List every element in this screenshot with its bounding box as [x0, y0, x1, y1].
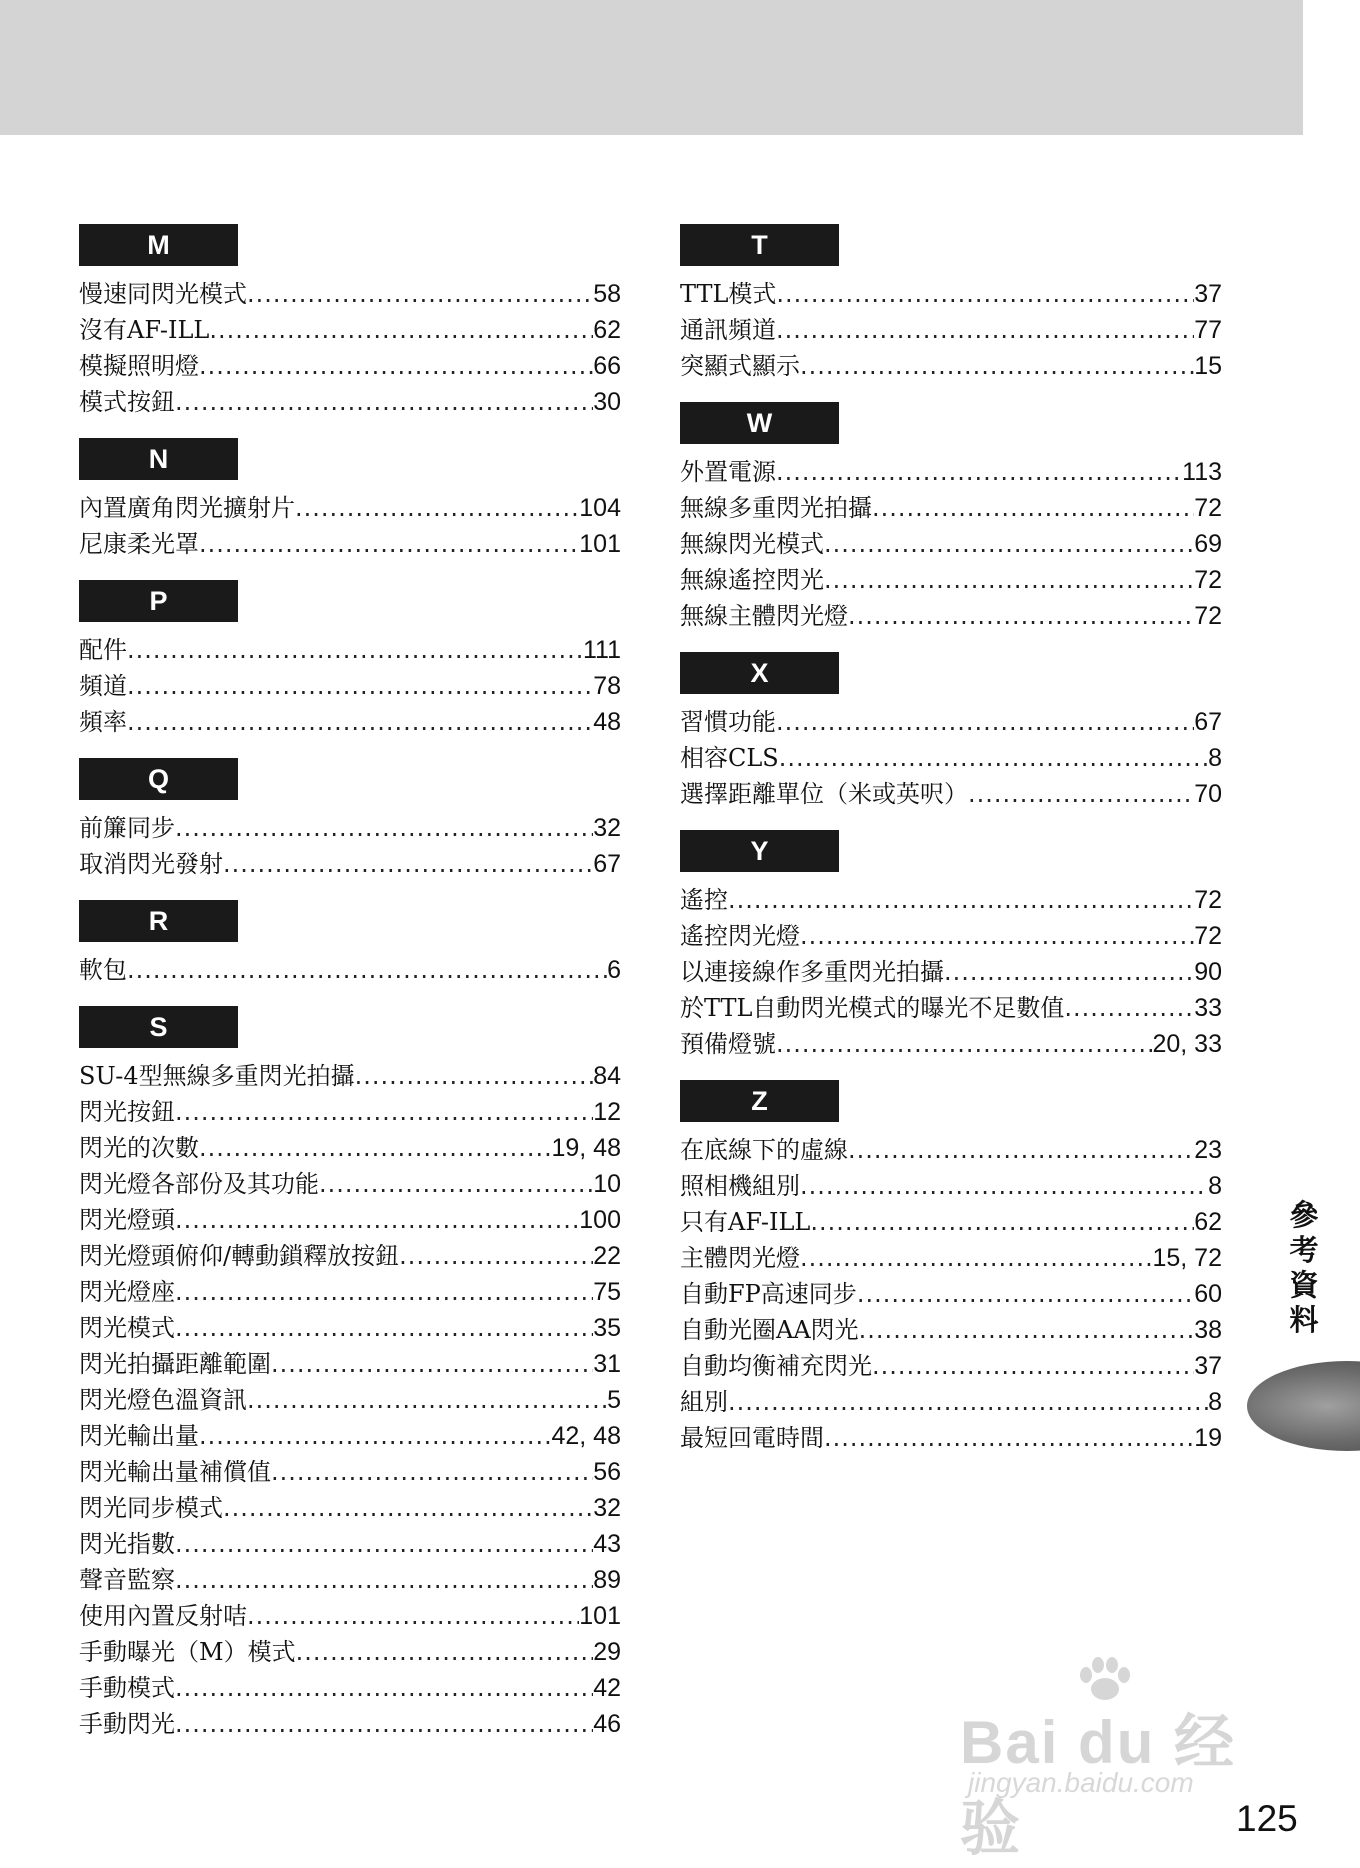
index-entry-page: 70	[1194, 780, 1222, 808]
dot-leader	[810, 1204, 1194, 1240]
index-entry	[680, 1204, 1222, 1240]
dot-leader	[800, 918, 1194, 954]
index-entry-page: 35	[593, 1314, 621, 1342]
index-entry-term: 閃光指數	[79, 1530, 175, 1558]
section-tab-char: 考	[1289, 1233, 1319, 1267]
index-entry-term: 習慣功能	[680, 708, 776, 736]
page-number: 125	[1236, 1798, 1298, 1839]
index-entry-term: 閃光輸出量補償值	[79, 1458, 271, 1486]
index-entry-page: 8	[1208, 1388, 1222, 1416]
index-entry-term: 手動閃光	[79, 1710, 175, 1738]
section-letter-heading: X	[680, 652, 839, 694]
index-entry	[79, 632, 621, 668]
dot-leader	[127, 668, 593, 704]
index-entry-page: 43	[593, 1530, 621, 1558]
index-entry	[79, 704, 621, 740]
dot-leader	[776, 454, 1182, 490]
index-entry-page: 56	[593, 1458, 621, 1486]
dot-leader	[872, 490, 1194, 526]
index-entry-page: 10	[593, 1170, 621, 1198]
index-entry	[680, 454, 1222, 490]
dot-leader	[944, 954, 1194, 990]
section-letter-heading: N	[79, 438, 238, 480]
index-entry-page: 72	[1194, 566, 1222, 594]
index-entry	[680, 1420, 1222, 1456]
index-entry	[79, 312, 621, 348]
index-entry-page: 30	[593, 388, 621, 416]
dot-leader	[199, 526, 579, 562]
index-entry	[79, 276, 621, 312]
dot-leader	[271, 1454, 593, 1490]
index-section	[680, 224, 1222, 384]
index-entry-term: 以連接線作多重閃光拍攝	[680, 958, 944, 986]
index-entry-page: 104	[579, 494, 621, 522]
dot-leader	[968, 776, 1194, 812]
dot-leader	[247, 1382, 607, 1418]
index-entry-page: 46	[593, 1710, 621, 1738]
index-section	[680, 652, 1222, 812]
dot-leader	[223, 846, 593, 882]
index-entry	[680, 1240, 1222, 1276]
index-entry	[79, 1454, 621, 1490]
index-entry-term: 無線多重閃光拍攝	[680, 494, 872, 522]
dot-leader	[247, 276, 593, 312]
dot-leader	[199, 1418, 551, 1454]
index-entry-term: TTL模式	[680, 280, 777, 308]
index-entry-page: 19, 48	[551, 1134, 621, 1162]
dot-leader	[175, 1274, 593, 1310]
index-entry-term: 只有AF-ILL	[680, 1208, 811, 1236]
index-entry	[79, 1202, 621, 1238]
index-entry-page: 66	[593, 352, 621, 380]
index-entry	[680, 882, 1222, 918]
index-entry	[680, 704, 1222, 740]
dot-leader	[800, 1240, 1152, 1276]
index-entry-page: 58	[593, 280, 621, 308]
index-entry	[680, 1276, 1222, 1312]
section-letter-heading: P	[79, 580, 238, 622]
dot-leader	[127, 704, 593, 740]
index-entry-term: 在底線下的虛線	[680, 1136, 848, 1164]
index-entry-term: 遙控	[680, 886, 728, 914]
section-tab-label	[1284, 1198, 1324, 1338]
index-entry-term: 閃光的次數	[79, 1134, 199, 1162]
dot-leader	[175, 1526, 593, 1562]
index-entry-term: 尼康柔光罩	[79, 530, 199, 558]
index-entry-term: 閃光燈色溫資訊	[79, 1386, 247, 1414]
index-entry	[680, 490, 1222, 526]
index-entry	[680, 1312, 1222, 1348]
section-letter-heading: W	[680, 402, 839, 444]
index-entry-term: 自動光圈AA閃光	[680, 1316, 859, 1344]
index-entry-page: 69	[1194, 530, 1222, 558]
dot-leader	[776, 1026, 1152, 1062]
dot-leader	[1064, 990, 1194, 1026]
index-entry-term: 閃光拍攝距離範圍	[79, 1350, 271, 1378]
index-entry	[79, 384, 621, 420]
dot-leader	[296, 1634, 594, 1670]
index-entry	[680, 990, 1222, 1026]
index-entry-page: 89	[593, 1566, 621, 1594]
index-entry-term: 突顯式顯示	[680, 352, 800, 380]
index-entry-term: 組別	[680, 1388, 728, 1416]
index-section	[79, 900, 621, 988]
index-entry-page: 33	[1194, 994, 1222, 1022]
section-letter-heading: T	[680, 224, 839, 266]
dot-leader	[223, 1490, 593, 1526]
dot-leader	[175, 1562, 593, 1598]
index-entry-term: 手動曝光（M）模式	[79, 1638, 296, 1666]
dot-leader	[776, 704, 1194, 740]
index-entry-page: 15, 72	[1152, 1244, 1222, 1272]
section-tab-char: 參	[1289, 1198, 1319, 1232]
index-entry	[680, 598, 1222, 634]
section-letter-heading: Q	[79, 758, 238, 800]
dot-leader	[199, 1130, 551, 1166]
index-entry	[680, 1384, 1222, 1420]
index-entry	[79, 1418, 621, 1454]
index-entry	[79, 1346, 621, 1382]
index-entry-page: 101	[579, 530, 621, 558]
index-entry-page: 8	[1208, 1172, 1222, 1200]
dot-leader	[319, 1166, 593, 1202]
index-entry-term: 於TTL自動閃光模式的曝光不足數值	[680, 994, 1065, 1022]
index-column-left	[79, 224, 621, 1760]
index-entry-page: 19	[1194, 1424, 1222, 1452]
index-entry-term: 頻道	[79, 672, 127, 700]
index-entry-term: 慢速同閃光模式	[79, 280, 247, 308]
index-entry-term: 配件	[79, 636, 127, 664]
index-entry-term: 模擬照明燈	[79, 352, 199, 380]
index-entry-term: 內置廣角閃光擴射片	[79, 494, 295, 522]
index-entry-page: 72	[1194, 886, 1222, 914]
dot-leader	[199, 348, 593, 384]
index-entry	[680, 1026, 1222, 1062]
index-entry-term: 選擇距離單位（米或英呎）	[680, 780, 968, 808]
index-entry	[79, 1598, 621, 1634]
index-entry-term: 外置電源	[680, 458, 776, 486]
dot-leader	[175, 1706, 593, 1742]
index-entry-term: 無線閃光模式	[680, 530, 824, 558]
index-entry	[680, 1168, 1222, 1204]
section-letter-heading: S	[79, 1006, 238, 1048]
dot-leader	[872, 1348, 1194, 1384]
dot-leader	[399, 1238, 593, 1274]
dot-leader	[848, 1132, 1194, 1168]
index-entry-page: 42	[593, 1674, 621, 1702]
dot-leader	[824, 526, 1194, 562]
dot-leader	[355, 1058, 594, 1094]
index-section	[79, 758, 621, 882]
index-entry	[79, 1526, 621, 1562]
index-entry-term: 模式按鈕	[79, 388, 175, 416]
dot-leader	[247, 1598, 579, 1634]
index-entry-page: 5	[607, 1386, 621, 1414]
index-entry	[79, 952, 621, 988]
index-entry-page: 31	[593, 1350, 621, 1378]
watermark-url: jingyan.baidu.com	[968, 1767, 1194, 1798]
index-entry-page: 29	[593, 1638, 621, 1666]
index-entry	[79, 846, 621, 882]
index-entry-page: 75	[593, 1278, 621, 1306]
section-tab-marker	[1247, 1361, 1360, 1451]
index-entry	[680, 348, 1222, 384]
index-entry-page: 60	[1194, 1280, 1222, 1308]
index-entry-term: 閃光同步模式	[79, 1494, 223, 1522]
index-entry	[680, 1132, 1222, 1168]
index-entry-term: 預備燈號	[680, 1030, 776, 1058]
index-entry-page: 22	[593, 1242, 621, 1270]
index-entry-page: 84	[593, 1062, 621, 1090]
index-entry-page: 48	[593, 708, 621, 736]
dot-leader	[779, 740, 1208, 776]
dot-leader	[776, 312, 1194, 348]
index-entry-page: 78	[593, 672, 621, 700]
index-entry-term: 最短回電時間	[680, 1424, 824, 1452]
index-entry	[79, 1670, 621, 1706]
index-entry-page: 72	[1194, 602, 1222, 630]
dot-leader	[127, 952, 607, 988]
index-section	[79, 438, 621, 562]
index-entry	[79, 1310, 621, 1346]
index-entry-term: 閃光燈各部份及其功能	[79, 1170, 319, 1198]
dot-leader	[824, 1420, 1194, 1456]
dot-leader	[175, 810, 593, 846]
index-entry-term: 使用內置反射咭	[79, 1602, 247, 1630]
index-entry-term: 聲音監察	[79, 1566, 175, 1594]
index-entry-term: 沒有AF-ILL	[79, 316, 210, 344]
index-entry	[79, 490, 621, 526]
index-entry	[79, 1238, 621, 1274]
index-entry-term: 自動均衡補充閃光	[680, 1352, 872, 1380]
index-entry-page: 67	[593, 850, 621, 878]
index-section	[79, 224, 621, 420]
index-entry-page: 72	[1194, 494, 1222, 522]
index-entry-term: 取消閃光發射	[79, 850, 223, 878]
index-column-right	[680, 224, 1222, 1474]
index-entry-term: 軟包	[79, 956, 127, 984]
index-entry-term: SU-4型無線多重閃光拍攝	[79, 1062, 355, 1090]
index-section	[680, 1080, 1222, 1456]
index-entry-page: 67	[1194, 708, 1222, 736]
index-entry-page: 42, 48	[551, 1422, 621, 1450]
index-entry-page: 77	[1194, 316, 1222, 344]
index-entry-page: 100	[579, 1206, 621, 1234]
section-tab-char: 資	[1289, 1268, 1319, 1302]
index-entry	[680, 562, 1222, 598]
index-entry-term: 手動模式	[79, 1674, 175, 1702]
dot-leader	[824, 562, 1194, 598]
section-letter-heading: M	[79, 224, 238, 266]
dot-leader	[800, 348, 1194, 384]
index-entry	[79, 668, 621, 704]
dot-leader	[859, 1312, 1195, 1348]
index-entry-page: 6	[607, 956, 621, 984]
index-entry-term: 照相機組別	[680, 1172, 800, 1200]
section-letter-heading: R	[79, 900, 238, 942]
index-entry-page: 62	[593, 316, 621, 344]
watermark-main: Bai du 经验	[960, 1709, 1237, 1862]
index-entry	[79, 810, 621, 846]
dot-leader	[209, 312, 593, 348]
index-entry-term: 閃光輸出量	[79, 1422, 199, 1450]
section-tab-char: 料	[1289, 1303, 1319, 1337]
index-entry	[79, 1130, 621, 1166]
index-entry-term: 無線遙控閃光	[680, 566, 824, 594]
dot-leader	[295, 490, 579, 526]
index-entry-page: 62	[1194, 1208, 1222, 1236]
index-entry-page: 37	[1194, 1352, 1222, 1380]
index-section	[680, 402, 1222, 634]
index-entry	[680, 954, 1222, 990]
index-entry-page: 113	[1182, 458, 1222, 486]
index-entry	[79, 1706, 621, 1742]
index-entry	[680, 276, 1222, 312]
dot-leader	[175, 1202, 579, 1238]
index-entry-page: 38	[1194, 1316, 1222, 1344]
index-entry	[79, 1562, 621, 1598]
dot-leader	[800, 1168, 1208, 1204]
index-entry-page: 32	[593, 814, 621, 842]
index-entry-term: 通訊頻道	[680, 316, 776, 344]
index-entry	[680, 776, 1222, 812]
index-entry-term: 閃光燈座	[79, 1278, 175, 1306]
index-entry	[79, 1634, 621, 1670]
index-entry-page: 23	[1194, 1136, 1222, 1164]
dot-leader	[175, 1094, 593, 1130]
index-entry	[680, 740, 1222, 776]
section-letter-heading: Y	[680, 830, 839, 872]
index-entry-page: 8	[1208, 744, 1222, 772]
header-band	[0, 0, 1303, 135]
index-entry-term: 閃光燈頭	[79, 1206, 175, 1234]
index-entry-page: 20, 33	[1152, 1030, 1222, 1058]
index-entry	[79, 1058, 621, 1094]
dot-leader	[271, 1346, 593, 1382]
dot-leader	[127, 632, 583, 668]
index-entry-term: 遙控閃光燈	[680, 922, 800, 950]
dot-leader	[776, 276, 1194, 312]
index-entry-term: 相容CLS	[680, 744, 779, 772]
index-entry-page: 72	[1194, 922, 1222, 950]
index-entry	[680, 918, 1222, 954]
index-entry-term: 主體閃光燈	[680, 1244, 800, 1272]
index-entry	[680, 1348, 1222, 1384]
index-entry	[79, 526, 621, 562]
index-entry	[79, 1382, 621, 1418]
index-entry-page: 101	[579, 1602, 621, 1630]
index-entry	[79, 1094, 621, 1130]
dot-leader	[857, 1276, 1194, 1312]
index-entry	[680, 526, 1222, 562]
dot-leader	[175, 1310, 593, 1346]
index-entry-page: 32	[593, 1494, 621, 1522]
index-entry-page: 111	[582, 636, 621, 664]
index-entry-term: 閃光模式	[79, 1314, 175, 1342]
index-entry-term: 頻率	[79, 708, 127, 736]
index-entry-term: 自動FP高速同步	[680, 1280, 857, 1308]
index-entry	[79, 1274, 621, 1310]
index-entry	[79, 1166, 621, 1202]
index-entry	[680, 312, 1222, 348]
index-entry	[79, 348, 621, 384]
index-entry-term: 前簾同步	[79, 814, 175, 842]
dot-leader	[728, 1384, 1208, 1420]
index-entry-page: 12	[593, 1098, 621, 1126]
index-entry-term: 閃光燈頭俯仰/轉動鎖釋放按鈕	[79, 1242, 400, 1270]
section-letter-heading: Z	[680, 1080, 839, 1122]
index-entry-page: 90	[1194, 958, 1222, 986]
index-section	[680, 830, 1222, 1062]
dot-leader	[848, 598, 1194, 634]
index-section	[79, 1006, 621, 1742]
index-entry	[79, 1490, 621, 1526]
index-entry-term: 閃光按鈕	[79, 1098, 175, 1126]
index-entry-page: 15	[1194, 352, 1222, 380]
dot-leader	[175, 384, 593, 420]
index-section	[79, 580, 621, 740]
index-entry-page: 37	[1194, 280, 1222, 308]
dot-leader	[728, 882, 1194, 918]
index-entry-term: 無線主體閃光燈	[680, 602, 848, 630]
dot-leader	[175, 1670, 593, 1706]
